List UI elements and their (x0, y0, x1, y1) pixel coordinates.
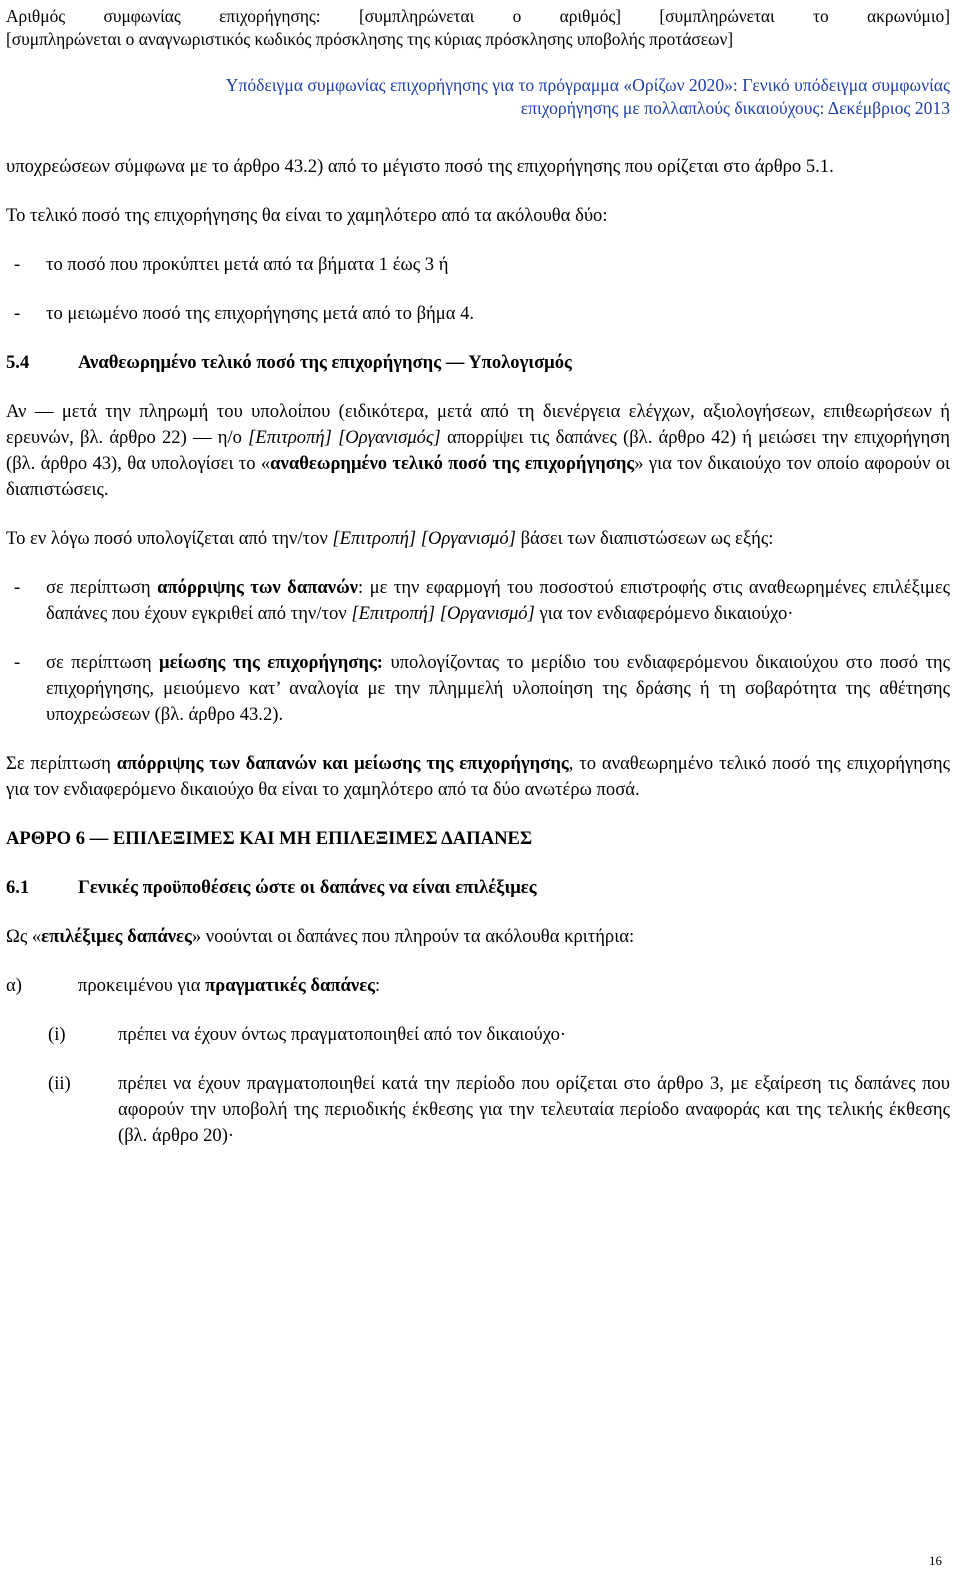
text-run-bold: επιλέξιμες δαπάνες (41, 926, 192, 947)
text-run: Σε περίπτωση (6, 753, 117, 774)
header-subtitle-line-1: Υπόδειγμα συμφωνίας επιχορήγησης για το πρόγραμμα «Ορίζων 2020»: Γενικό υπόδειγμα συμφωνίας (225, 75, 950, 95)
list-item-text: πρέπει να έχουν όντως πραγματοποιηθεί από τον δικαιούχο· (118, 1024, 567, 1045)
section-number: 6.1 (6, 877, 30, 898)
page-number: 16 (929, 1553, 942, 1568)
paragraph-calculation-basis (6, 526, 950, 552)
header-line-2: [συμπληρώνεται ο αναγνωριστικός κωδικός πρόσκλησης της κύριας πρόσκλησης υποβολής προτάσεων] (6, 29, 734, 49)
text-run-italic: [Επιτροπή] [Οργανισμό] (351, 603, 535, 624)
text-run: για τον ενδιαφερόμενο δικαιούχο· (534, 603, 794, 624)
text-run: Το εν λόγω ποσό υπολογίζεται από την/τον (6, 528, 333, 549)
list-item-alpha (6, 973, 950, 999)
dash-marker: - (14, 577, 21, 598)
header-subtitle-line-2: επιχορήγησης με πολλαπλούς δικαιούχους: Δεκέμβριος 2013 (520, 98, 950, 118)
paragraph-combined-case (6, 751, 950, 803)
text-run: απορρίψει τις δαπάνες (βλ. άρθρο 42) ή μειώσει την επιχορήγηση (βλ. άρθρο 43), θα υπολογίσει το « (6, 427, 950, 474)
text-run: : με την εφαρμογή του ποσοστού επιστροφής στις αναθεωρημένες επιλέξιμες δαπάνες που έχουν εγκριθεί από την/τον (46, 577, 950, 624)
list-item-text (46, 575, 950, 627)
list-marker: α) (6, 975, 22, 996)
document-page (6, 0, 950, 1149)
list-item-text: το μειωμένο ποσό της επιχορήγησης μετά από το βήμα 4. (46, 303, 475, 324)
paragraph-eligible-costs (6, 924, 950, 950)
paragraph-revised-amount (6, 399, 950, 503)
header-line-1: Αριθμός συμφωνίας επιχορήγησης: [συμπληρώνεται ο αριθμός] [συμπληρώνεται το ακρωνύμιο] (6, 6, 950, 26)
section-heading-5-4 (6, 350, 950, 376)
text-run: σε περίπτωση (46, 577, 158, 598)
list-item-text: πρέπει να έχουν πραγματοποιηθεί κατά την περίοδο που ορίζεται στο άρθρο 3, με εξαίρεση τις δαπάνες που αφορούν την υποβολή της περιοδικής έκθεσης για την τελευταία περίοδο αναφοράς και της τελικής έκθεσης (βλ. άρθρο 20)· (118, 1073, 950, 1146)
paragraph-obligations: υποχρεώσεων σύμφωνα με το άρθρο 43.2) από το μέγιστο ποσό της επιχορήγησης που ορίζεται στο άρθρο 5.1. (6, 156, 834, 177)
text-run-bold: μείωσης της επιχορήγησης: (159, 652, 383, 673)
text-run: » νοούνται οι δαπάνες που πληρούν τα ακόλουθα κριτήρια: (191, 926, 635, 947)
list-item-dash-3 (6, 575, 950, 627)
list-item-dash-2 (6, 301, 950, 327)
article-heading-6: ΑΡΘΡΟ 6 — ΕΠΙΛΕΞΙΜΕΣ ΚΑΙ ΜΗ ΕΠΙΛΕΞΙΜΕΣ ΔΑΠΑΝΕΣ (6, 828, 533, 849)
header-subtitle (6, 74, 950, 120)
section-title: Γενικές προϋποθέσεις ώστε οι δαπάνες να είναι επιλέξιμες (78, 877, 537, 898)
text-run: σε περίπτωση (46, 652, 160, 673)
text-run: Ως « (6, 926, 42, 947)
dash-marker: - (14, 652, 21, 673)
list-marker: (i) (48, 1024, 66, 1045)
list-item-text (46, 650, 950, 728)
text-run-bold: αναθεωρημένο τελικό ποσό της επιχορήγησης (270, 453, 635, 474)
section-title: Αναθεωρημένο τελικό ποσό της επιχορήγησης — Υπολογισμός (78, 352, 572, 373)
section-number: 5.4 (6, 352, 30, 373)
text-run-bold: απόρριψης των δαπανών και μείωσης της επιχορήγησης (116, 753, 569, 774)
text-run: Αν — μετά την πληρωμή του υπολοίπου (ειδικότερα, μετά από τη διενέργεια ελέγχων, αξιολογήσεων, επιθεωρήσεων ή ερευνών, βλ. άρθρο 22) — η/ο (6, 401, 950, 448)
list-item-dash-1 (6, 252, 950, 278)
list-item-dash-4 (6, 650, 950, 728)
list-marker: (ii) (48, 1073, 71, 1094)
list-item-roman-1 (6, 1022, 950, 1048)
text-run: : (375, 975, 381, 996)
section-heading-6-1 (6, 875, 950, 901)
text-run-italic: [Επιτροπή] [Οργανισμό] (332, 528, 516, 549)
text-run: » για τον δικαιούχο τον οποίο αφορούν οι διαπιστώσεις. (6, 453, 951, 500)
text-run: προκειμένου για (78, 975, 206, 996)
text-run: υπολογίζοντας το μερίδιο του ενδιαφερόμενου δικαιούχου στο ποσό της επιχορήγησης, μειούμενο κατ’ αναλογία με την πλημμελή υλοποίηση της δράσης ή τη σοβαρότητα της αθέτησης υποχρεώσεων (βλ. άρθρο 43.2). (46, 652, 951, 725)
list-item-roman-2 (6, 1071, 950, 1149)
text-run: , το αναθεωρημένο τελικό ποσό της επιχορήγησης για τον ενδιαφερόμενο δικαιούχο θα είναι το χαμηλότερο από τα δύο ανωτέρω ποσά. (6, 753, 951, 800)
list-item-text: το ποσό που προκύπτει μετά από τα βήματα 1 έως 3 ή (46, 254, 449, 275)
text-run-bold: απόρριψης των δαπανών (157, 577, 358, 598)
text-run-italic: [Επιτροπή] [Οργανισμός] (248, 427, 441, 448)
paragraph-final-amount: Το τελικό ποσό της επιχορήγησης θα είναι το χαμηλότερο από τα ακόλουθα δύο: (6, 205, 608, 226)
text-run-bold: πραγματικές δαπάνες (205, 975, 376, 996)
text-run: βάσει των διαπιστώσεων ως εξής: (515, 528, 774, 549)
dash-marker: - (14, 303, 21, 324)
dash-marker: - (14, 254, 21, 275)
list-item-text (78, 973, 380, 999)
